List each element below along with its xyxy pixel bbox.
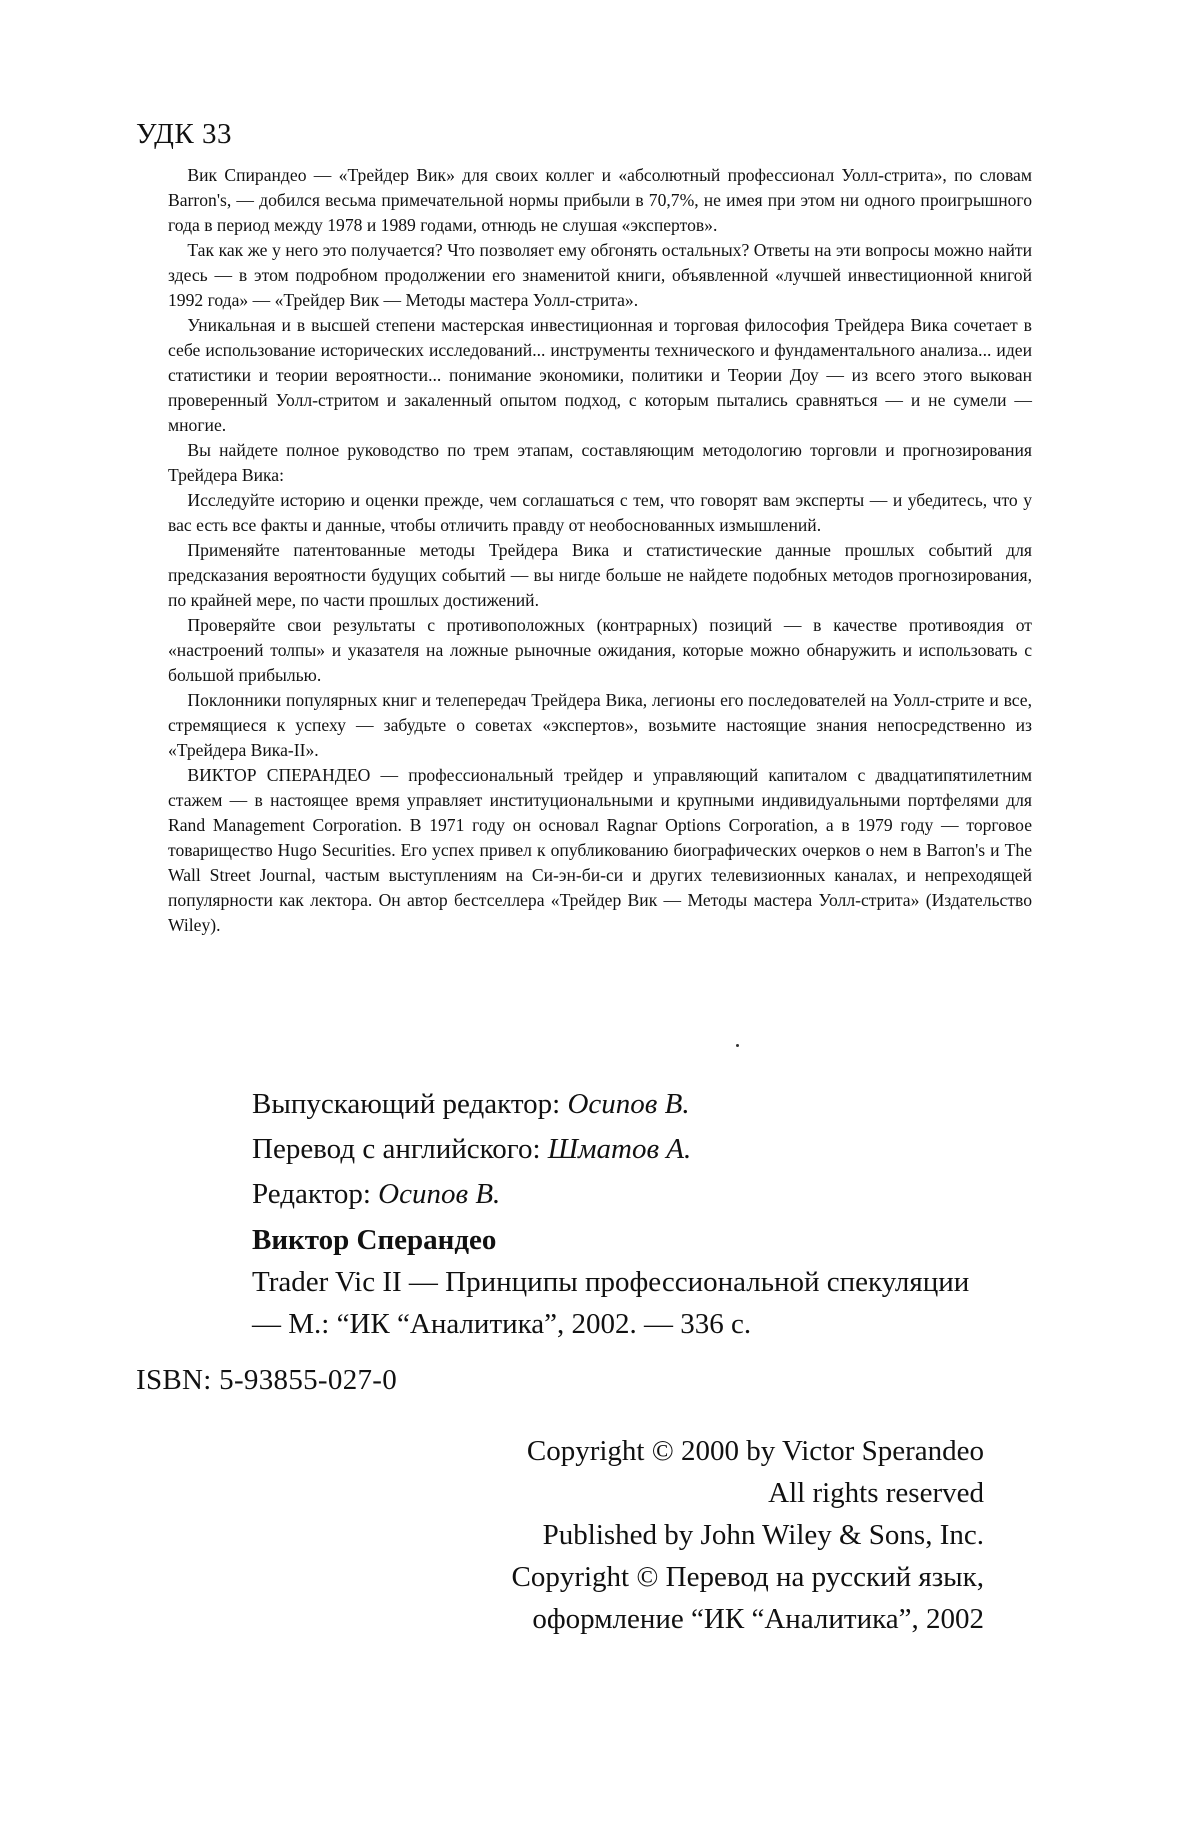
copyright-line: All rights reserved: [768, 1477, 984, 1509]
copyright-block: [512, 1430, 985, 1640]
editor-label: Выпускающий редактор:: [252, 1088, 568, 1120]
redactor-name: Осипов В.: [378, 1178, 501, 1210]
paragraph: Уникальная и в высшей степени мастерская инвестиционная и торговая философия Трейдера Вика сочетает в себе использование исторических исследований... инструменты технического и фундаментального анализа... идеи статистики и теории вероятности... понимание экономики, политики и Теории Доу — из всего этого выкован проверенный Уолл-стритом и закаленный опытом подход, с которым пытались сравняться — и не сумели — многие.: [168, 315, 1032, 435]
credits-block: [252, 1082, 691, 1217]
redactor-line: [252, 1172, 691, 1217]
paragraph: Применяйте патентованные методы Трейдера Вика и статистические данные прошлых событий для предсказания вероятности будущих событий — вы нигде больше не найдете подобных методов прогнозирования, по крайней мере, по части прошлых достижений.: [168, 540, 1032, 610]
book-title: Trader Vic II — Принципы профессиональной спекуляции: [252, 1266, 970, 1298]
isbn: ISBN: 5-93855-027-0: [136, 1364, 398, 1396]
redactor-label: Редактор:: [252, 1178, 379, 1210]
editor-name: Осипов В.: [567, 1088, 690, 1120]
udk-code: УДК 33: [136, 118, 232, 150]
print-speck: [736, 1044, 739, 1047]
annotation-text: [168, 163, 1032, 938]
translation-line: [252, 1127, 691, 1172]
paragraph: Вик Спирандео — «Трейдер Вик» для своих коллег и «абсолютный профессионал Уолл-стрита», по словам Barron's, — добился весьма примечательной нормы прибыли в 70,7%, не имея при этом ни одного проигрышного года в период между 1978 и 1989 годами, отнюдь не слушая «экспертов».: [168, 165, 1032, 235]
paragraph: Так как же у него это получается? Что позволяет ему обгонять остальных? Ответы на эти вопросы можно найти здесь — в этом подробном продолжении его знаменитой книги, объявленной «лучшей инвестиционной книгой 1992 года» — «Трейдер Вик — Методы мастера Уолл-стрита».: [168, 240, 1032, 310]
copyright-line: Published by John Wiley & Sons, Inc.: [542, 1519, 984, 1551]
book-author: Виктор Сперандео: [252, 1224, 497, 1256]
editor-line: [252, 1082, 691, 1127]
paragraph: Поклонники популярных книг и телепередач Трейдера Вика, легионы его последователей на Уолл-стрите и все, стремящиеся к успеху — забудьте о советах «экспертов», возьмите настоящие знания непосредственно из «Трейдера Вика-II».: [168, 690, 1032, 760]
translation-label: Перевод с английского:: [252, 1133, 548, 1165]
paragraph: Вы найдете полное руководство по трем этапам, составляющим методологию торговли и прогнозирования Трейдера Вика:: [168, 440, 1032, 485]
translator-name: Шматов А.: [547, 1133, 692, 1165]
book-imprint: — М.: “ИК “Аналитика”, 2002. — 336 с.: [252, 1308, 752, 1340]
copyright-line: Copyright © Перевод на русский язык,: [511, 1561, 984, 1593]
bibliographic-record: [252, 1219, 969, 1345]
paragraph: Проверяйте свои результаты с противоположных (контрарных) позиций — в качестве противоядия от «настроений толпы» и указателя на ложные рыночные ожидания, которые можно обнаружить и использовать с большой прибылью.: [168, 615, 1032, 685]
copyright-line: оформление “ИК “Аналитика”, 2002: [532, 1603, 984, 1635]
paragraph: Исследуйте историю и оценки прежде, чем соглашаться с тем, что говорят вам эксперты — и убедитесь, что у вас есть все факты и данные, чтобы отличить правду от необоснованных измышлений.: [168, 490, 1032, 535]
author-bio-paragraph: ВИКТОР СПЕРАНДЕО — профессиональный трейдер и управляющий капиталом с двадцатипятилетним стажем — в настоящее время управляет институциональными и крупными индивидуальными портфелями для Rand Management Corporation. В 1971 году он основал Ragnar Options Corporation, а в 1979 году — торговое товарищество Hugo Securities. Его успех привел к опубликованию биографических очерков о нем в Barron's и The Wall Street Journal, частым выступлениям на Си-эн-би-си и других телевизионных каналах, и непреходящей популярности как лектора. Он автор бестселлера «Трейдер Вик — Методы мастера Уолл-стрита» (Издательство Wiley).: [168, 765, 1032, 935]
copyright-line: Copyright © 2000 by Victor Sperandeo: [526, 1435, 984, 1467]
